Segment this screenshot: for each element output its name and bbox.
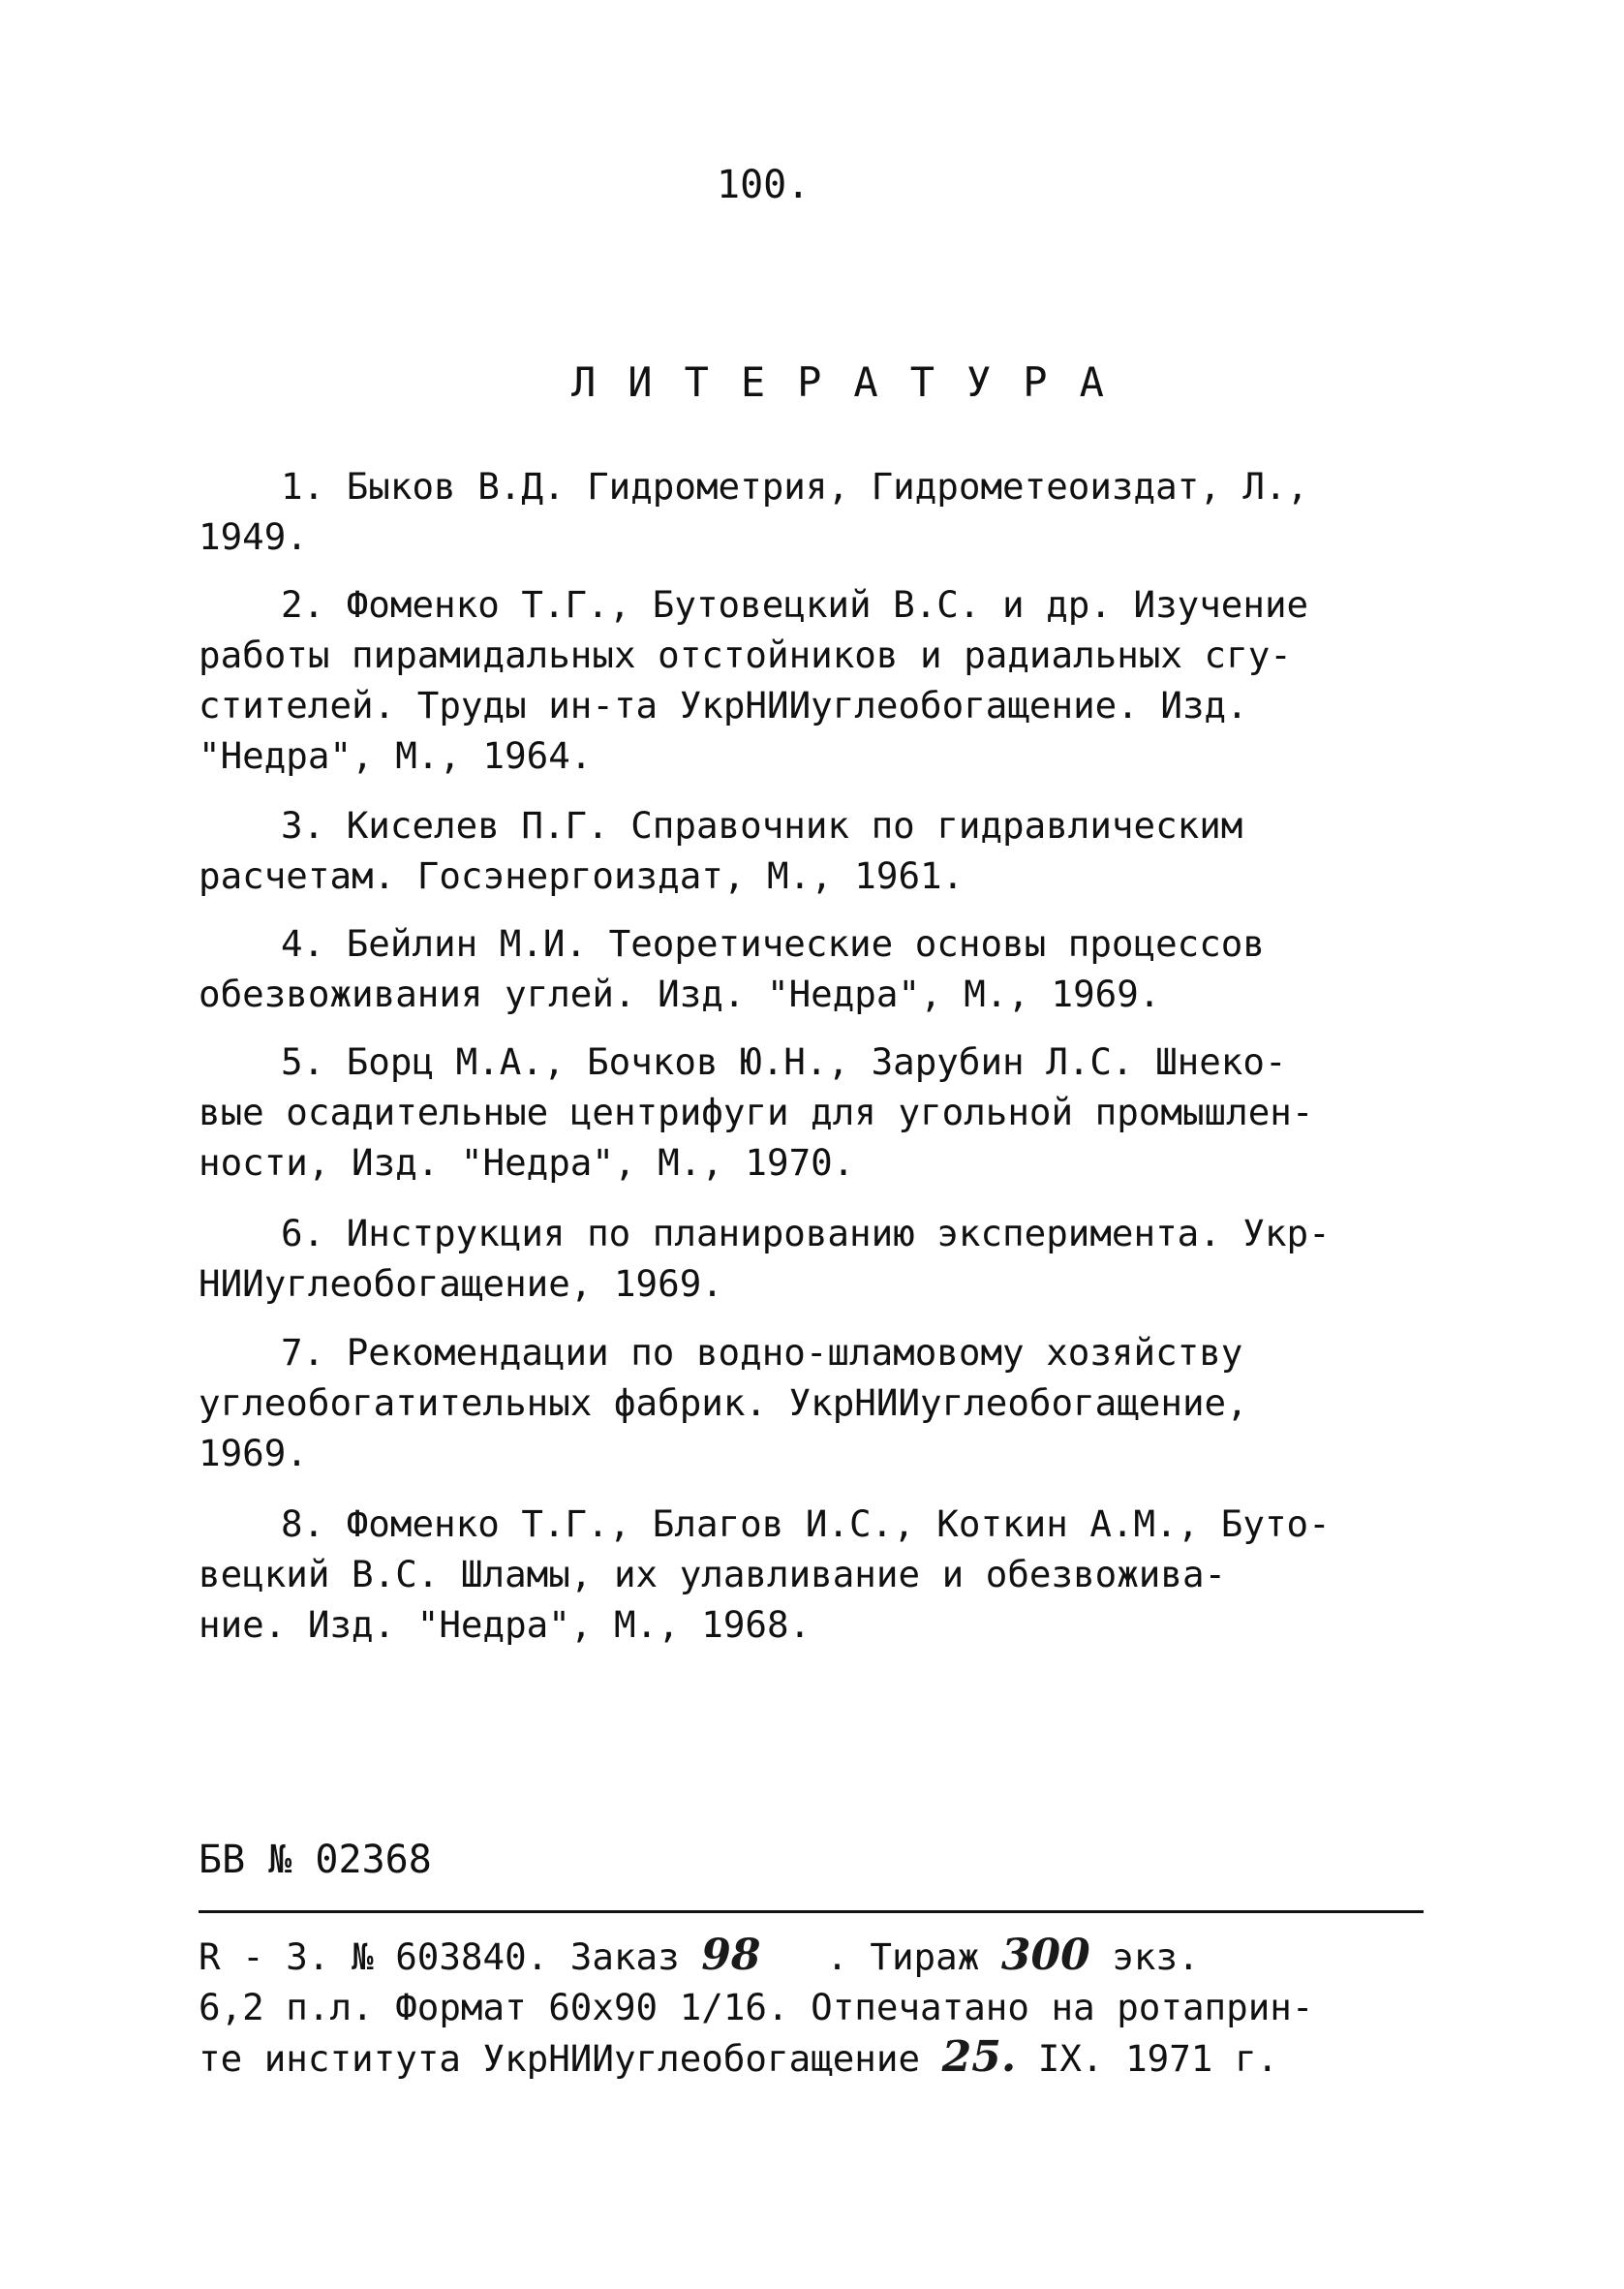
imprint-line: 6,2 п.л. Формат 60х90 1/16. Отпечатано на ротаприн- [199,1986,1314,2028]
reference-line: НИИуглеобогащение, 1969. [199,1262,723,1305]
reference-line: 6. Инструкция по планированию эксперимента. Укр- [281,1212,1331,1254]
reference-entry [199,1327,1477,1478]
reference-line: 7. Рекомендации по водно-шламовому хозяйству [281,1331,1243,1374]
reference-line: 3. Киселев П.Г. Справочник по гидравлическим [281,804,1243,847]
reference-line: "Недра", М., 1964. [199,734,593,777]
reference-line: 1949. [199,515,308,558]
imprint-text: те института УкрНИИуглеобогащение [199,2037,942,2080]
imprint-line [199,1931,1477,1982]
reference-entry [199,1208,1477,1309]
imprint-line [199,2032,1477,2084]
reference-line: обезвоживания углей. Изд. "Недра", М., 1969. [199,973,1161,1015]
reference-line: 1. Быков В.Д. Гидрометрия, Гидрометеоиздат, Л., [281,465,1309,508]
reference-line: расчетам. Госэнергоиздат, М., 1961. [199,854,965,897]
print-run-handwritten: 300 [1000,1931,1090,1980]
reference-line: 1969. [199,1432,308,1474]
reference-entry [199,1036,1477,1188]
reference-entry [199,1499,1477,1650]
page-number: 100. [717,163,811,207]
imprint-text: экз. [1089,1935,1200,1978]
reference-line: стителей. Труды ин-та УкрНИИуглеобогащение. Изд. [199,684,1248,727]
imprint-text: IX. 1971 г. [1016,2037,1279,2080]
reference-entry [199,800,1477,901]
print-day-handwritten: 25. [941,2032,1017,2082]
bv-number: БВ № 02368 [199,1838,432,1882]
reference-entry [199,579,1477,781]
reference-line: 8. Фоменко Т.Г., Благов И.С., Коткин А.М., Буто- [281,1502,1331,1545]
section-title: ЛИТЕРАТУРА [571,358,1136,406]
order-number-handwritten: 98 [701,1931,761,1980]
imprint-text: . Тираж [760,1935,1001,1978]
imprint-text: R - 3. № 603840. Заказ [199,1935,702,1978]
divider-rule [199,1910,1424,1913]
imprint-block [199,1931,1477,2084]
reference-line: вецкий В.С. Шламы, их улавливание и обезвожива- [199,1553,1227,1595]
reference-line: 2. Фоменко Т.Г., Бутовецкий В.С. и др. Изучение [281,583,1309,626]
reference-line: ние. Изд. "Недра", М., 1968. [199,1603,812,1646]
reference-entry [199,918,1477,1019]
reference-line: 4. Бейлин М.И. Теоретические основы процессов [281,922,1265,965]
reference-line: работы пирамидальных отстойников и радиальных сгу- [199,634,1292,676]
reference-line: ности, Изд. "Недра", М., 1970. [199,1141,855,1184]
reference-line: 5. Борц М.А., Бочков Ю.Н., Зарубин Л.С. Шнеко- [281,1040,1287,1083]
reference-line: углеобогатительных фабрик. УкрНИИуглеобогащение, [199,1381,1248,1424]
reference-entry [199,461,1477,562]
reference-line: вые осадительные центрифуги для угольной промышлен- [199,1091,1314,1133]
